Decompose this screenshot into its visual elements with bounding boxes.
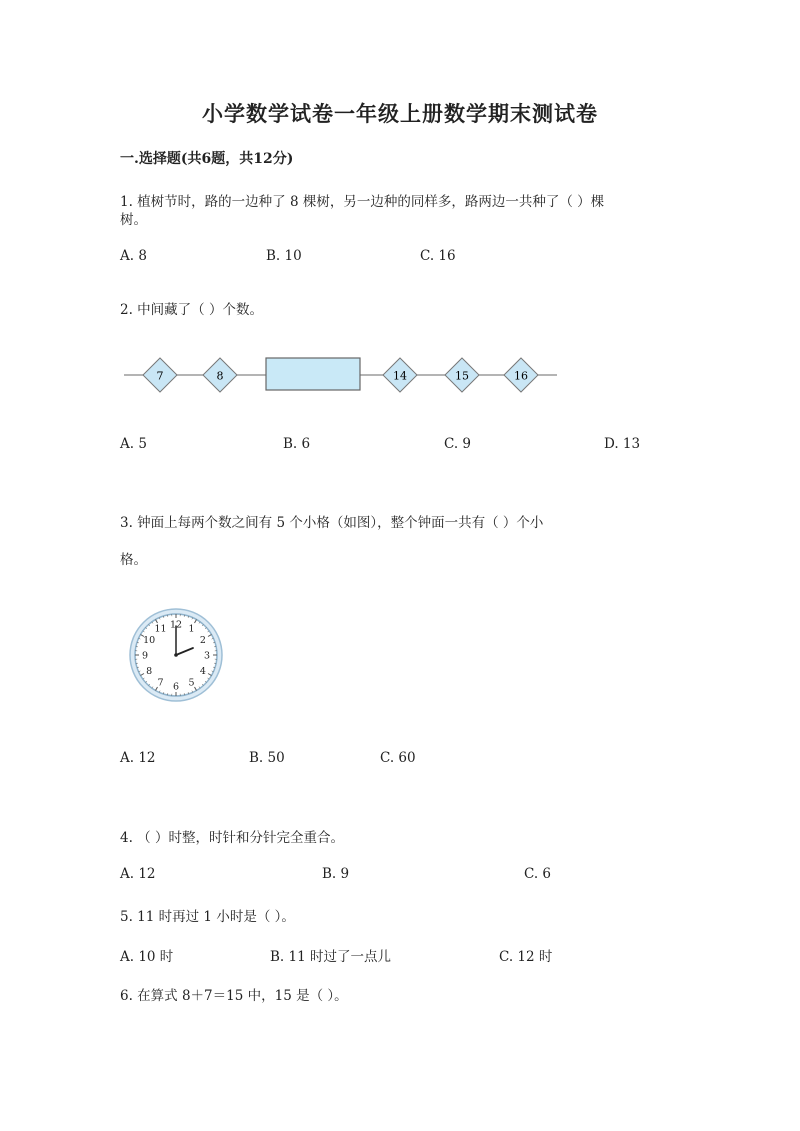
question-1-text-cont: 树。 [120,212,147,228]
clock-number: 4 [199,666,206,677]
clock-number: 3 [203,650,211,662]
q4-option-b[interactable]: B. 9 [322,866,350,882]
clock-number: 5 [188,677,195,689]
clock-number: 8 [146,666,153,677]
svg-text:14: 14 [393,369,407,383]
clock-number: 6 [172,681,180,693]
clock-number: 12 [169,619,183,631]
diamond-15 [445,358,479,392]
section-heading: 一.选择题(共6题，共12分) [120,151,294,167]
q5-option-c[interactable]: C. 12 时 [499,949,553,965]
question-4-text: 4. （ ）时整，时针和分针完全重合。 [120,830,344,846]
question-3-text: 3. 钟面上每两个数之间有 5 个小格（如图），整个钟面一共有（ ）个小 [120,515,544,531]
clock-number: 11 [154,623,167,635]
svg-text:16: 16 [514,369,528,383]
diamond-7 [143,358,177,392]
q3-option-c[interactable]: C. 60 [380,750,416,766]
diamond-16 [504,358,538,392]
q1-option-a[interactable]: A. 8 [120,248,147,264]
q3-option-b[interactable]: B. 50 [249,750,285,766]
hidden-numbers-box [266,358,360,390]
q5-option-b[interactable]: B. 11 时过了一点儿 [270,949,391,965]
q2-option-b[interactable]: B. 6 [283,436,311,452]
q2-option-c[interactable]: C. 9 [444,436,472,452]
diamond-14 [383,358,417,392]
svg-text:15: 15 [455,369,469,383]
q2-option-a[interactable]: A. 5 [120,436,147,452]
q5-option-a[interactable]: A. 10 时 [120,949,174,965]
question-1-text: 1. 植树节时，路的一边种了 8 棵树，另一边种的同样多，路两边一共种了（ ）棵 [120,194,605,210]
question-6-text: 6. 在算式 8＋7＝15 中，15 是（ ）。 [120,988,348,1004]
q3-option-a[interactable]: A. 12 [120,750,156,766]
number-sequence-diagram [120,350,570,400]
q4-option-c[interactable]: C. 6 [524,866,552,882]
diamond-8 [203,358,237,392]
q1-option-b[interactable]: B. 10 [266,248,302,264]
clock-number: 9 [141,650,149,662]
question-3-text-cont: 格。 [120,552,147,568]
page-title: 小学数学试卷一年级上册数学期末测试卷 [202,101,598,126]
q2-option-d[interactable]: D. 13 [604,436,641,452]
question-5-text: 5. 11 时再过 1 小时是（ ）。 [120,909,295,925]
svg-text:7: 7 [156,369,164,383]
clock-number: 7 [157,677,164,689]
clock-number: 10 [143,635,156,646]
clock-number: 1 [188,623,195,635]
question-2-text: 2. 中间藏了（ ）个数。 [120,302,263,318]
q4-option-a[interactable]: A. 12 [120,866,156,882]
svg-text:8: 8 [216,369,224,383]
clock-icon [127,606,225,704]
q1-option-c[interactable]: C. 16 [420,248,456,264]
clock-number: 2 [199,635,206,646]
